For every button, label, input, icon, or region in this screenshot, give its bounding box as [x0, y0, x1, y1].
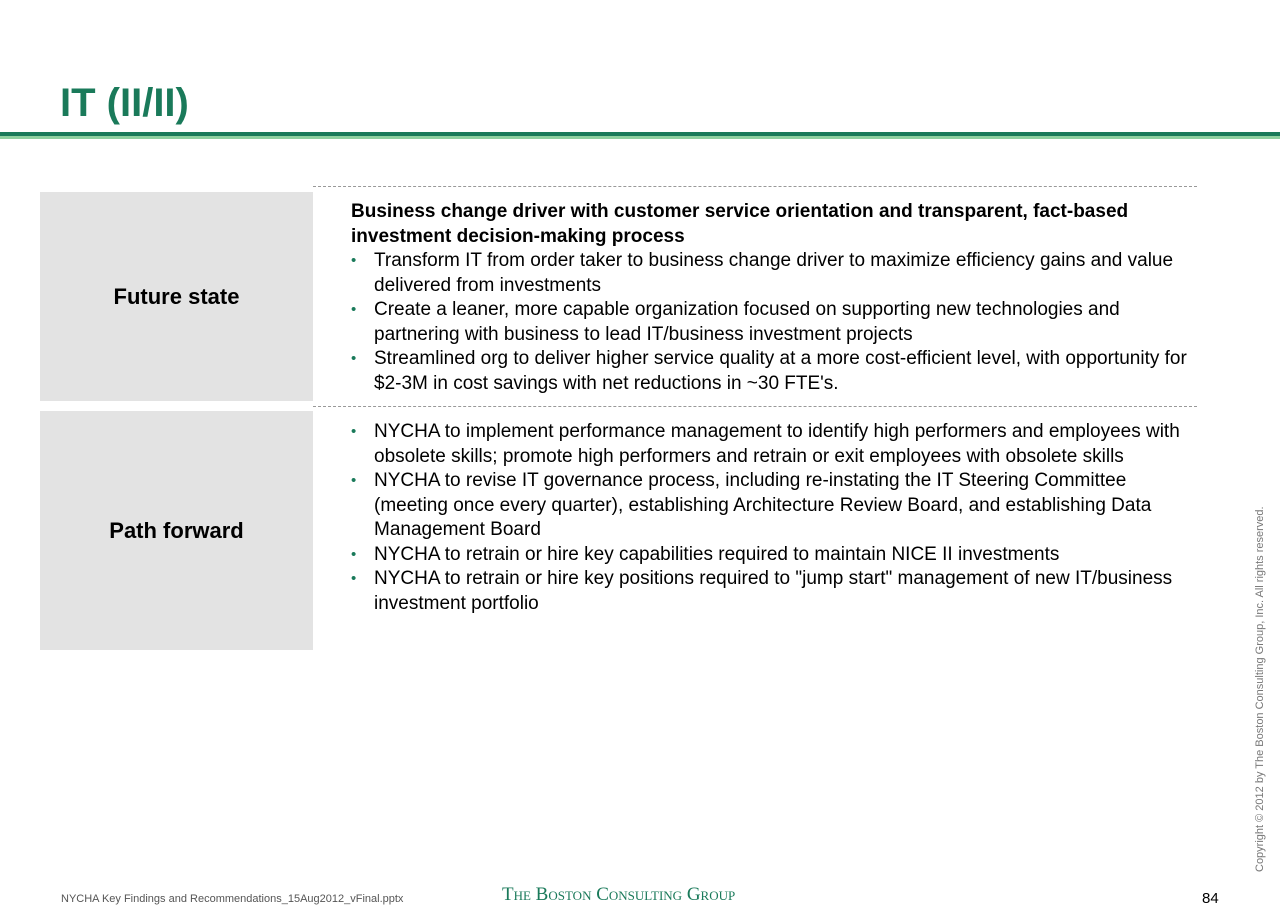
bullet-icon: •	[351, 472, 357, 489]
future-state-heading: Business change driver with customer service orientation and transparent, fact-based investment decision-making process	[351, 201, 1129, 247]
slide-title: IT (II/II)	[60, 81, 189, 125]
path-forward-bullet-list	[351, 420, 1191, 616]
future-state-label: Future state	[113, 283, 240, 309]
path-forward-label-box	[40, 411, 313, 650]
copyright-notice: Copyright © 2012 by The Boston Consulting Group, Inc. All rights reserved.	[1254, 506, 1266, 872]
bullet-icon: •	[351, 570, 357, 587]
list-item: • NYCHA to retrain or hire key positions required to "jump start" management of new IT/business investment portfolio	[351, 568, 1173, 614]
list-item: • Create a leaner, more capable organization focused on supporting new technologies and partnering with business to lead IT/business investment projects	[351, 299, 1120, 345]
list-item: • NYCHA to revise IT governance process, including re-instating the IT Steering Committee (meeting once every quarter), establishing Architecture Review Board, and establishing Data Management Board	[351, 470, 1152, 540]
bcg-logo-text: The Boston Consulting Group	[502, 884, 736, 905]
middle-divider	[313, 406, 1197, 407]
bullet-icon: •	[351, 252, 357, 269]
bcg-logo	[502, 884, 735, 906]
future-state-bullet-list	[351, 249, 1191, 396]
future-state-label-box	[40, 192, 313, 401]
future-state-content	[351, 200, 1191, 396]
page-number: 84	[1202, 890, 1219, 907]
bullet-icon: •	[351, 301, 357, 318]
list-item: • NYCHA to implement performance management to identify high performers and employees with obsolete skills; promote high performers and retrain or exit employees with obsolete skills	[351, 421, 1180, 467]
path-forward-label: Path forward	[109, 517, 244, 543]
bullet-icon: •	[351, 423, 357, 440]
list-item: • NYCHA to retrain or hire key capabilities required to maintain NICE II investments	[351, 543, 1191, 568]
list-item: • Transform IT from order taker to business change driver to maximize efficiency gains and value delivered from investments	[351, 250, 1174, 296]
footer-filename: NYCHA Key Findings and Recommendations_15Aug2012_vFinal.pptx	[61, 893, 404, 905]
path-forward-content	[351, 420, 1191, 616]
top-divider	[313, 186, 1197, 187]
bullet-icon: •	[351, 350, 357, 367]
list-item: • Streamlined org to deliver higher service quality at a more cost-efficient level, with opportunity for $2-3M in cost savings with net reductions in ~30 FTE's.	[351, 348, 1187, 394]
bullet-icon: •	[351, 545, 357, 563]
title-rule-light	[0, 136, 1280, 139]
